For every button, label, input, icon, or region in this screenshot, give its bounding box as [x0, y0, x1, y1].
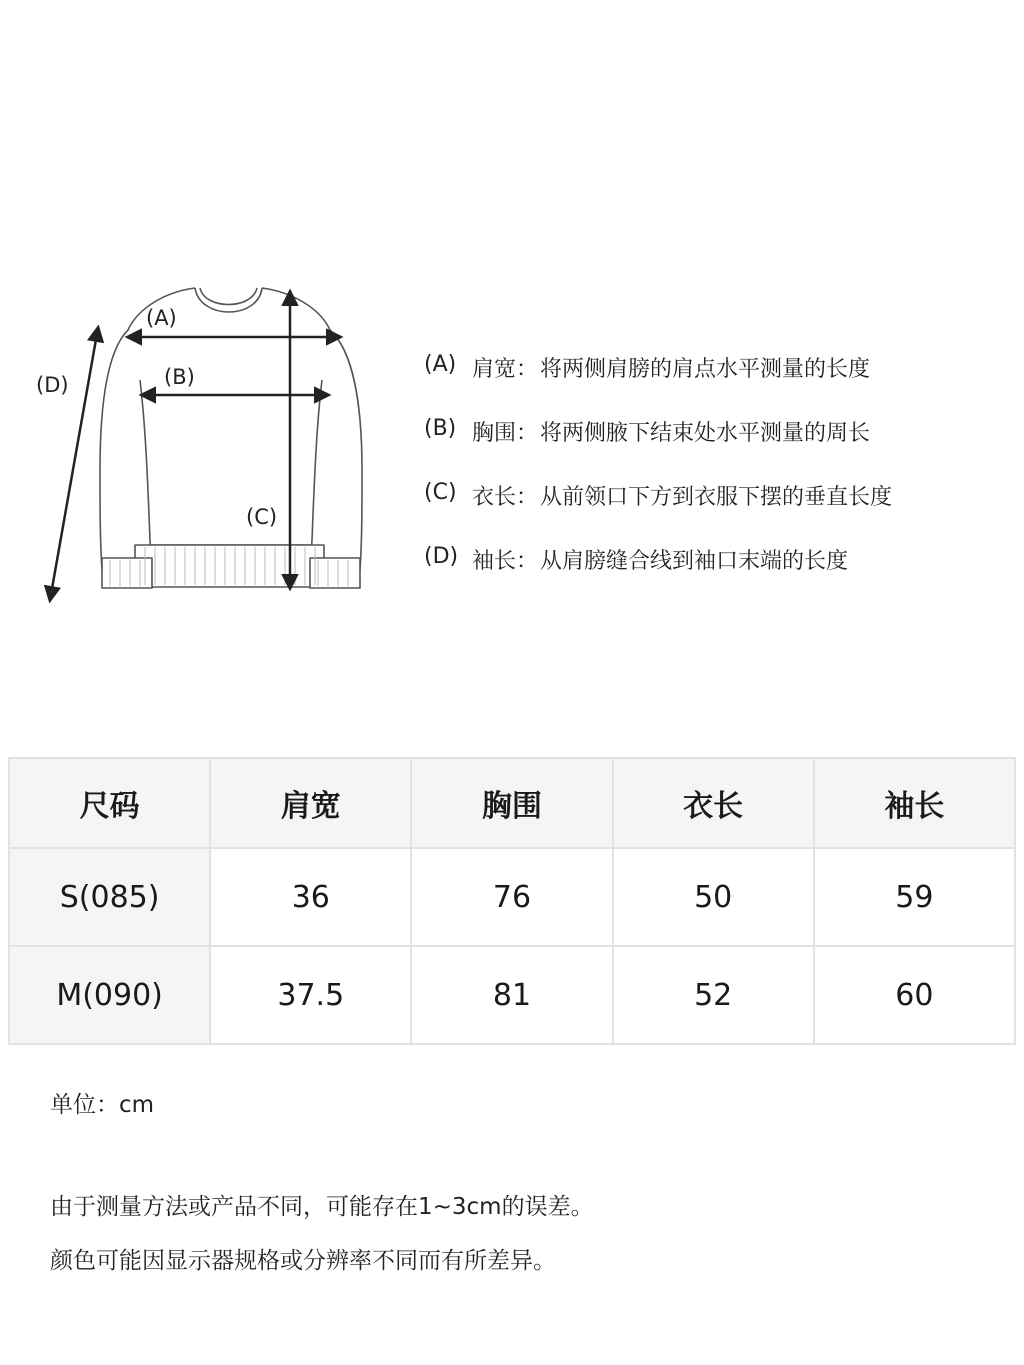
- legend-row-a: [424, 352, 1014, 416]
- note-measurement-error: 由于测量方法或产品不同，可能存在1~3cm的误差。: [50, 1194, 594, 1220]
- legend-key: (A): [424, 352, 457, 377]
- legend-key: (C): [424, 480, 457, 505]
- sweater-outline: [100, 288, 362, 588]
- legend-desc: 从肩膀缝合线到袖口末端的长度: [540, 549, 849, 574]
- legend-row-b: [424, 416, 1014, 480]
- table-cell: 37.5: [210, 946, 411, 1044]
- table-cell: 76: [411, 848, 612, 946]
- table-cell: 59: [814, 848, 1015, 946]
- legend-term: 袖长：: [472, 549, 539, 574]
- header-shoulder: 肩宽: [210, 758, 411, 848]
- table-cell: 36: [210, 848, 411, 946]
- legend-key: (D): [424, 544, 459, 569]
- header-sleeve: 袖长: [814, 758, 1015, 848]
- legend-desc: 将两侧肩膀的肩点水平测量的长度: [540, 357, 871, 382]
- legend-row-c: [424, 480, 1014, 544]
- label-a: (A): [146, 306, 177, 330]
- legend-term: 胸围：: [472, 421, 539, 446]
- table-row: [9, 946, 1015, 1044]
- label-d: (D): [36, 373, 69, 397]
- legend-term: 肩宽：: [472, 357, 539, 382]
- measurement-legend: [424, 352, 1014, 608]
- table-cell: 52: [613, 946, 814, 1044]
- table-cell: 60: [814, 946, 1015, 1044]
- size-table: [8, 757, 1016, 1045]
- unit-label: 单位：cm: [50, 1092, 155, 1118]
- note-color-difference: 颜色可能因显示器规格或分辨率不同而有所差异。: [50, 1248, 556, 1274]
- header-size: 尺码: [9, 758, 210, 848]
- sweater-measurement-diagram: [0, 270, 420, 620]
- legend-desc: 从前领口下方到衣服下摆的垂直长度: [540, 485, 893, 510]
- table-cell: 81: [411, 946, 612, 1044]
- table-cell: M(090): [9, 946, 210, 1044]
- legend-row-d: [424, 544, 1014, 608]
- disclaimer-notes: [50, 1180, 594, 1288]
- table-row: [9, 848, 1015, 946]
- table-header-row: [9, 758, 1015, 848]
- header-length: 衣长: [613, 758, 814, 848]
- table-cell: 50: [613, 848, 814, 946]
- header-chest: 胸围: [411, 758, 612, 848]
- sleeve-arrow: [50, 328, 98, 600]
- legend-key: (B): [424, 416, 457, 441]
- label-c: (C): [246, 505, 278, 529]
- table-cell: S(085): [9, 848, 210, 946]
- label-b: (B): [164, 365, 195, 389]
- legend-term: 衣长：: [472, 485, 539, 510]
- legend-desc: 将两侧腋下结束处水平测量的周长: [540, 421, 871, 446]
